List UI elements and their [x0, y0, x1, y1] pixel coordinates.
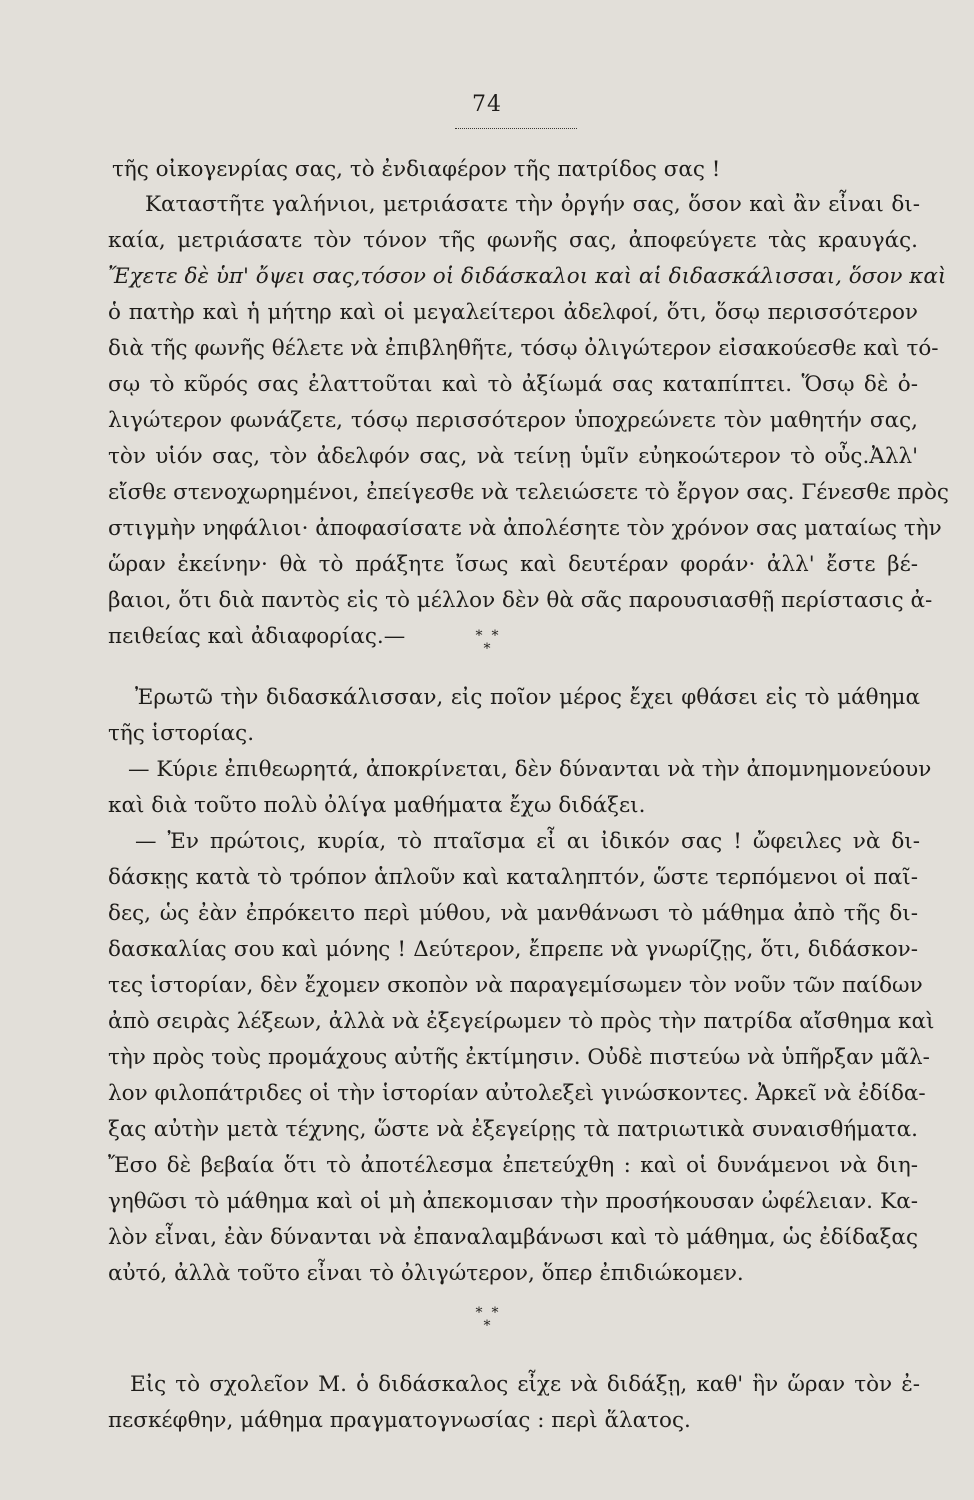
- text-line-29: γηθῶσι τὸ μάθημα καὶ οἱ μὴ ἀπεκομισαν τὴν προσήκουσαν ὠφέλειαν. Κα-: [108, 1189, 918, 1214]
- text-line-33: πεσκέφθην, μάθημα πραγματογνωσίας : περὶ ἅλατος.: [108, 1408, 691, 1433]
- text-line-10: εἴσθε στενοχωρημένοι, ἐπείγεσθε νὰ τελειώσετε τὸ ἔργον σας. Γένεσθε πρὸς: [108, 480, 949, 505]
- text-line-9: τὸν υἱόν σας, τὸν ἀδελφόν σας, νὰ τείνῃ ὑμῖν εὐηκοώτερον τὸ οὖς.Ἀλλ': [108, 444, 918, 469]
- text-line-23: τες ἱστορίαν, δὲν ἔχομεν σκοπὸν νὰ παραγεμίσωμεν τὸν νοῦν τῶν παίδων: [108, 973, 923, 998]
- page-number: 74: [472, 92, 502, 117]
- text-line-27: ξας αὐτὴν μετὰ τέχνης, ὥστε νὰ ἐξεγείρῃς τὰ πατριωτικὰ συναισθήματα.: [108, 1117, 918, 1142]
- text-line-19: — Ἐν πρώτοις, κυρία, τὸ πταῖσμα εἶ αι ἰδικόν σας ! ὤφειλες νὰ δι-: [135, 829, 920, 854]
- text-line-15: Ἐρωτῶ τὴν διδασκάλισσαν, εἰς ποῖον μέρος ἔχει φθάσει εἰς τὸ μάθημα: [135, 685, 920, 710]
- text-line-2: Καταστῆτε γαλήνιοι, μετριάσατε τὴν ὀργήν σας, ὅσον καὶ ἂν εἶναι δι-: [145, 192, 920, 217]
- text-line-25: τὴν πρὸς τοὺς προμάχους αὐτῆς ἐκτίμησιν. Οὐδὲ πιστεύω νὰ ὑπῆρξαν μᾶλ-: [108, 1045, 930, 1070]
- asterism-star: *: [491, 628, 499, 644]
- text-line-3: καία, μετριάσατε τὸν τόνον τῆς φωνῆς σας, ἀποφεύγετε τὰς κραυγάς.: [108, 228, 918, 253]
- asterism-star: *: [475, 1305, 483, 1321]
- text-line-32: Εἰς τὸ σχολεῖον Μ. ὁ διδάσκαλος εἶχε νὰ διδάξῃ, καθ' ἣν ὥραν τὸν ἐ-: [130, 1372, 920, 1397]
- text-line-16: τῆς ἱστορίας.: [108, 721, 255, 746]
- asterism-separator-1: [0, 630, 974, 656]
- text-line-20: δάσκῃς κατὰ τὸ τρόπον ἁπλοῦν καὶ καταληπτόν, ὥστε τερπόμενοι οἱ παῖ-: [108, 865, 918, 890]
- text-line-13: βαιοι, ὅτι διὰ παντὸς εἰς τὸ μέλλον δὲν θὰ σᾶς παρουσιασθῇ περίστασις ἀ-: [108, 588, 933, 613]
- text-line-11: στιγμὴν νηφάλιοι· ἀποφασίσατε νὰ ἀπολέσητε τὸν χρόνον σας ματαίως τὴν: [108, 516, 942, 541]
- text-line-4: Ἔχετε δὲ ὑπ' ὄψει σας,τόσον οἱ διδάσκαλοι καὶ αἱ διδασκάλισσαι, ὅσον καὶ: [108, 264, 947, 289]
- text-line-7: σῳ τὸ κῦρός σας ἐλαττοῦται καὶ τὸ ἀξίωμά σας καταπίπτει. Ὅσῳ δὲ ὀ-: [108, 372, 918, 397]
- text-line-18: καὶ διὰ τοῦτο πολὺ ὀλίγα μαθήματα ἔχω διδάξει.: [108, 793, 646, 818]
- text-line-22: δασκαλίας σου καὶ μόνης ! Δεύτερον, ἔπρεπε νὰ γνωρίζῃς, ὅτι, διδάσκον-: [108, 937, 918, 962]
- text-line-28: Ἔσο δὲ βεβαία ὅτι τὸ ἀποτέλεσμα ἐπετεύχθη : καὶ οἱ δυνάμενοι νὰ διη-: [108, 1153, 918, 1178]
- text-line-1: τῆς οἰκογενρίας σας, τὸ ἐνδιαφέρον τῆς πατρίδος σας !: [112, 157, 721, 182]
- text-line-24: ἀπὸ σειρὰς λέξεων, ἀλλὰ νὰ ἐξεγείρωμεν τὸ πρὸς τὴν πατρίδα αἴσθημα καὶ: [108, 1009, 935, 1034]
- text-line-14: πειθείας καὶ ἀδιαφορίας.—: [108, 624, 406, 649]
- text-line-8: λιγώτερον φωνάζετε, τόσῳ περισσότερον ὑποχρεώνετε τὸν μαθητήν σας,: [108, 408, 918, 433]
- asterism-star: *: [483, 641, 491, 657]
- asterism-star: *: [491, 1305, 499, 1321]
- text-line-30: λὸν εἶναι, ἐὰν δύνανται νὰ ἐπαναλαμβάνωσι καὶ τὸ μάθημα, ὡς ἐδίδαξας: [108, 1225, 918, 1250]
- asterism-star: *: [483, 1318, 491, 1334]
- text-line-6: διὰ τῆς φωνῆς θέλετε νὰ ἐπιβληθῆτε, τόσῳ ὀλιγώτερον εἰσακούεσθε καὶ τό-: [108, 336, 939, 361]
- asterism-star: *: [475, 628, 483, 644]
- text-line-31: αὐτό, ἀλλὰ τοῦτο εἶναι τὸ ὀλιγώτερον, ὅπερ ἐπιδιώκομεν.: [108, 1261, 744, 1286]
- text-line-26: λον φιλοπάτριδες οἱ τὴν ἱστορίαν αὐτολεξεὶ γινώσκοντες. Ἀρκεῖ νὰ ἐδίδα-: [108, 1081, 926, 1106]
- text-line-12: ὥραν ἐκείνην· θὰ τὸ πράξητε ἴσως καὶ δευτέραν φοράν· ἀλλ' ἔστε βέ-: [108, 552, 918, 577]
- asterism-separator-2: [0, 1307, 974, 1333]
- header-rule: [455, 128, 577, 129]
- text-line-21: δες, ὡς ἐὰν ἐπρόκειτο περὶ μύθου, νὰ μανθάνωσι τὸ μάθημα ἀπὸ τῆς δι-: [108, 901, 918, 926]
- text-line-5: ὁ πατὴρ καὶ ἡ μήτηρ καὶ οἱ μεγαλείτεροι ἀδελφοί, ὅτι, ὅσῳ περισσότερον: [108, 300, 918, 325]
- text-line-17: — Κύριε ἐπιθεωρητά, ἀποκρίνεται, δὲν δύνανται νὰ τὴν ἀπομνημονεύουν: [128, 757, 932, 782]
